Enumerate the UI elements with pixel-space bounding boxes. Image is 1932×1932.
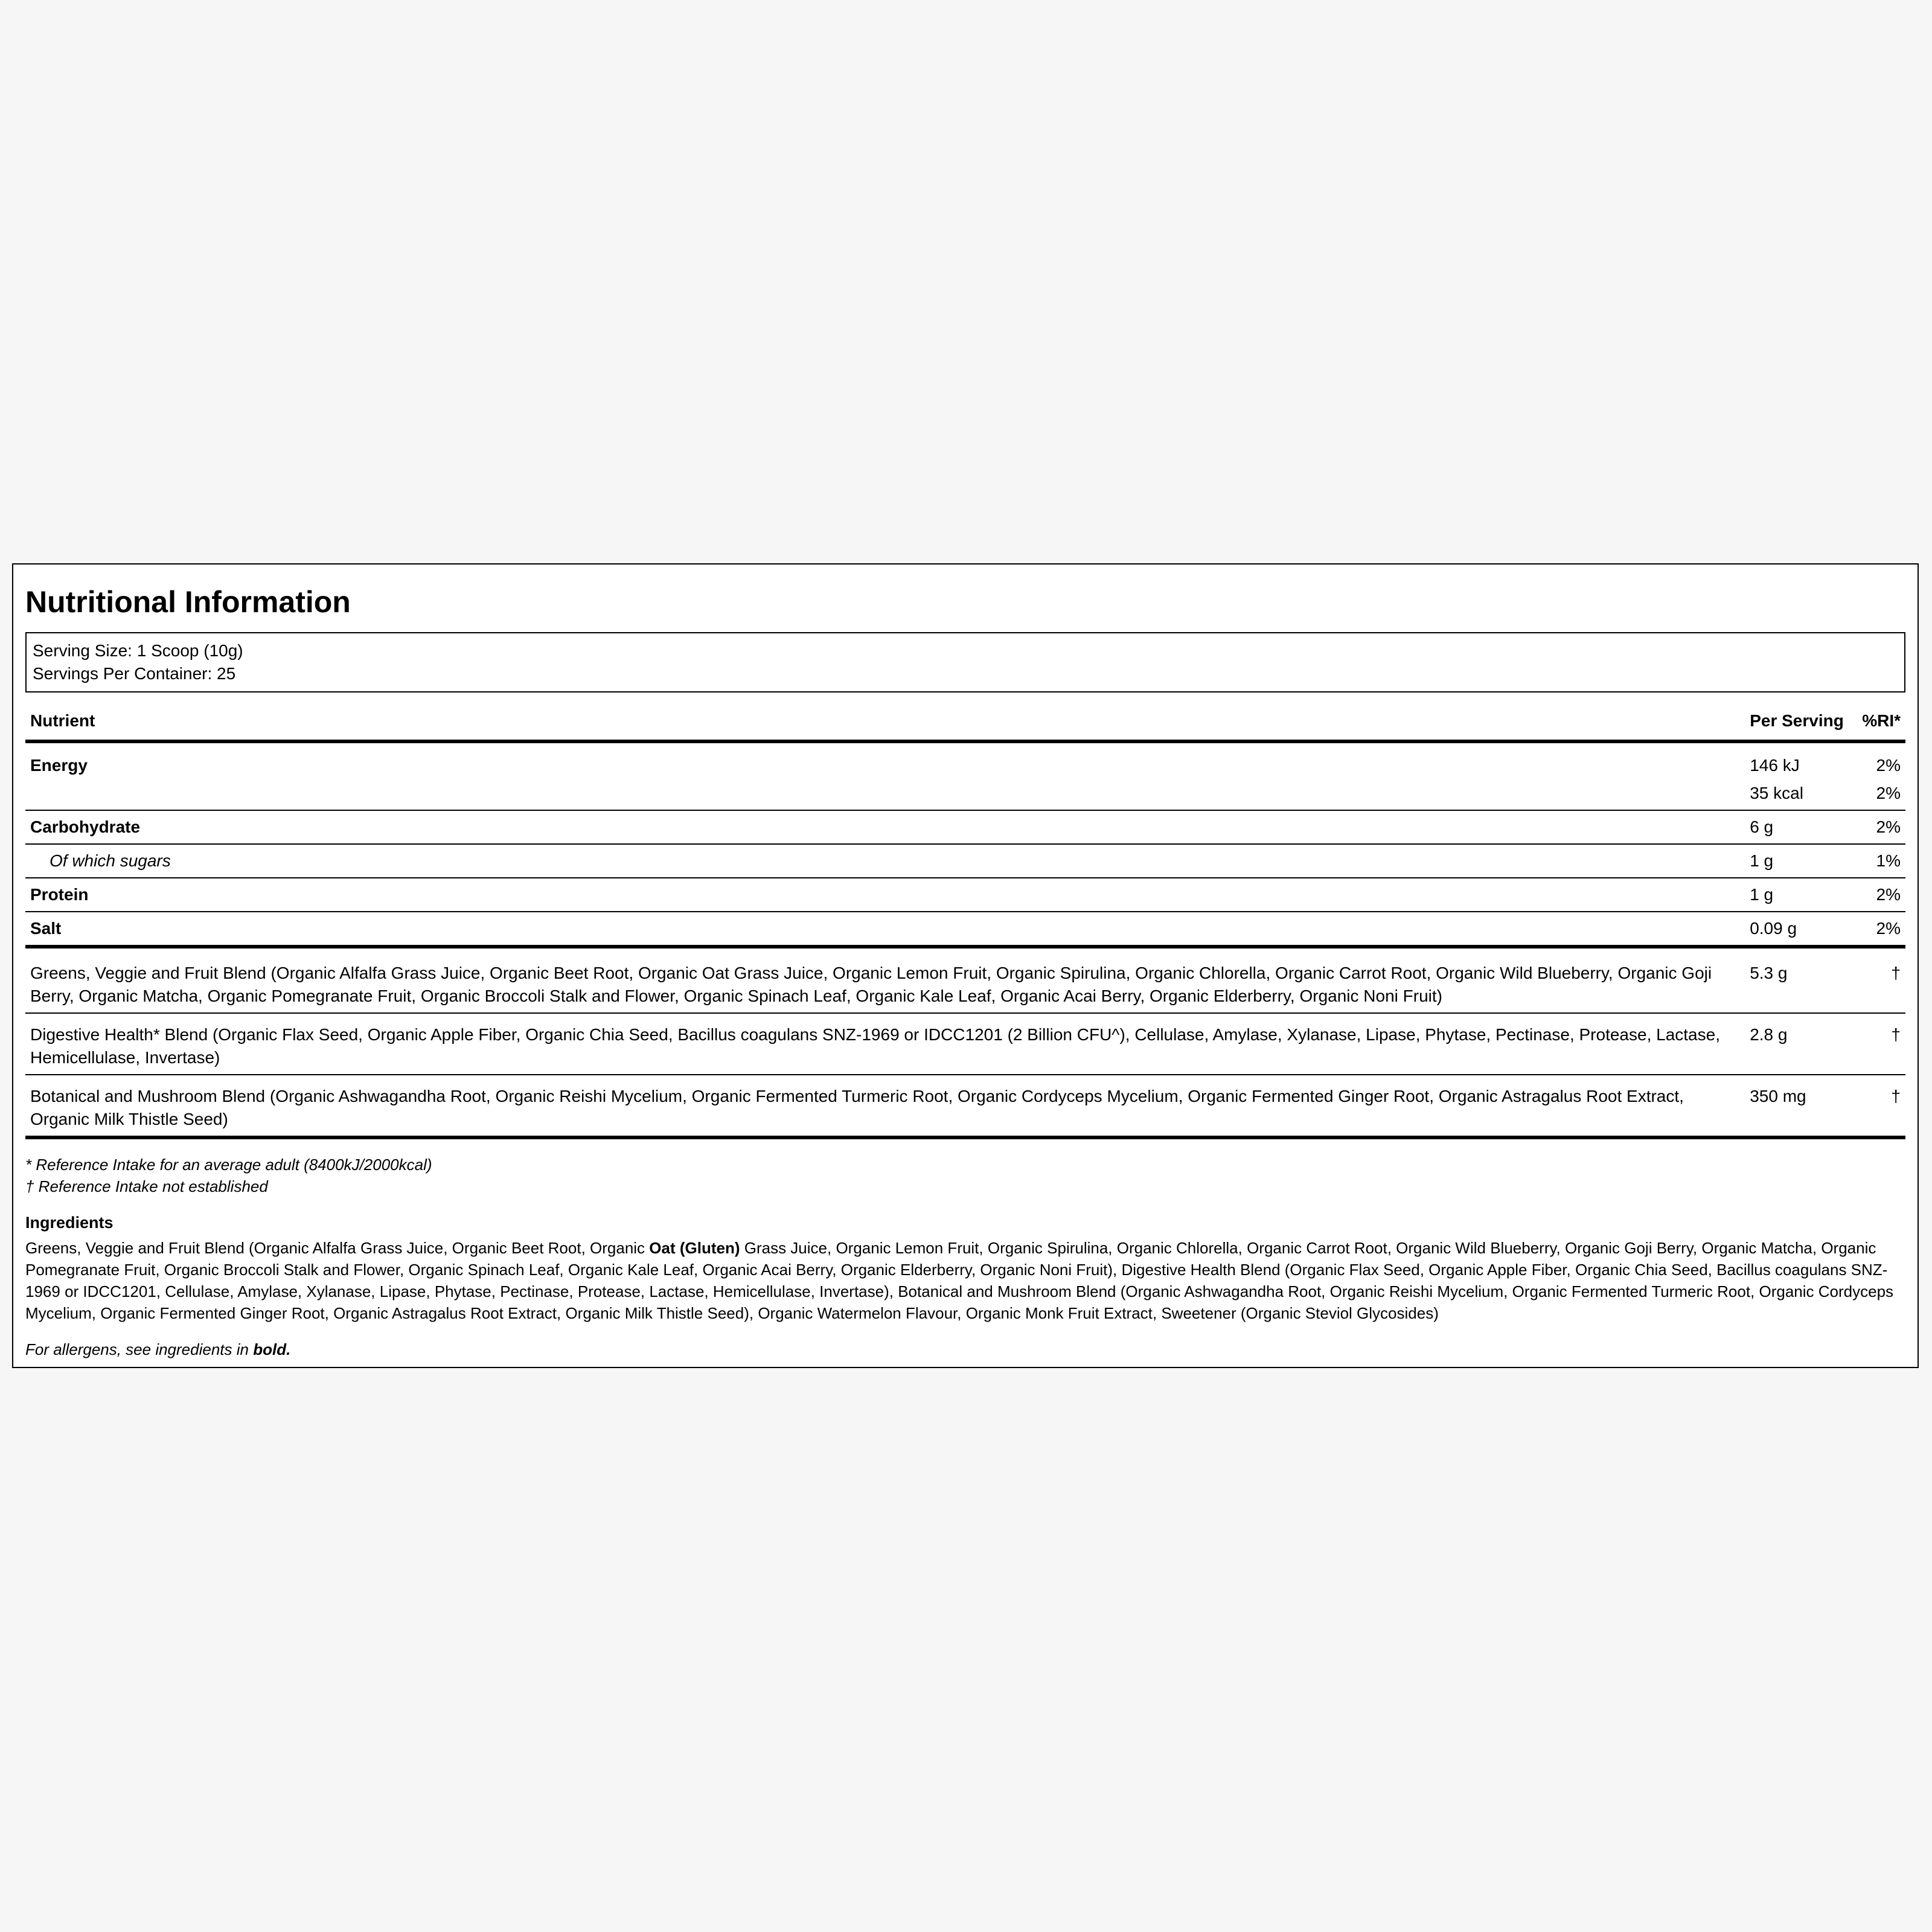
energy-kcal: 35 kcal <box>1750 784 1803 802</box>
header-ri: %RI* <box>1862 711 1901 730</box>
energy-row <box>25 741 1905 777</box>
footnote-ri: * Reference Intake for an average adult (8400kJ/2000kcal) <box>25 1156 432 1174</box>
energy-kcal-row <box>25 777 1905 810</box>
nutrition-panel <box>12 563 1919 1368</box>
header-per-serving: Per Serving <box>1750 711 1844 730</box>
salt-ri: 2% <box>1876 919 1901 938</box>
allergen-note-bold: bold. <box>253 1340 291 1358</box>
sugars-label: Of which sugars <box>50 851 171 870</box>
footnotes <box>25 1154 1905 1197</box>
salt-label: Salt <box>30 919 62 938</box>
blend-ri: † <box>1891 1087 1901 1105</box>
energy-kj: 146 kJ <box>1750 756 1800 775</box>
ingredients-text-part: Grass Juice, Organic Lemon Fruit, Organic Spirulina, Organic Chlorella, Organic Carrot Root, Organic Wild Blueberry, Organic Goji Berry, Organic Matcha, Organic Pomegranate Fruit, Organic Broccoli Stalk and Flower, Organic Spinach Leaf, Organic Kale Leaf, Organic Acai Berry, Organic Elderberry, Organic Noni Fruit), Digestive Health Blend (Organic Flax Seed, Organic Apple Fiber, Organic Chia Seed, Bacillus coagulans SNZ-1969 or IDCC1201, Cellulase, Amylase, Xylanase, Lipase, Phytase, Pectinase, Protease, Lactase, Hemicellulase, Invertase), Botanical and Mushroom Blend (Organic Ashwagandha Root, Organic Reishi Mycelium, Organic Fermented Turmeric Root, Organic Cordyceps Mycelium, Organic Fermented Ginger Root, Organic Astragalus Root Extract, Organic Milk Thistle Seed), Organic Watermelon Flavour, Organic Monk Fruit Extract, Sweetener (Organic Steviol Glycosides) <box>25 1239 1894 1322</box>
protein-label: Protein <box>30 885 89 904</box>
energy-kj-ri: 2% <box>1876 756 1901 775</box>
carbohydrate-label: Carbohydrate <box>30 817 141 836</box>
ingredients-text-part: Greens, Veggie and Fruit Blend (Organic Alfalfa Grass Juice, Organic Beet Root, Organic <box>25 1239 650 1257</box>
sugars-ri: 1% <box>1876 851 1901 870</box>
servings-per-container: Servings Per Container: 25 <box>33 664 236 683</box>
carbohydrate-amount: 6 g <box>1750 817 1774 836</box>
sugars-row <box>25 844 1905 878</box>
blend-amount: 5.3 g <box>1750 964 1788 982</box>
blend-ri: † <box>1891 1025 1901 1044</box>
blend-ri: † <box>1891 964 1901 982</box>
table-header-row <box>25 706 1905 741</box>
energy-label: Energy <box>30 756 88 775</box>
protein-ri: 2% <box>1876 885 1901 904</box>
blend-amount: 2.8 g <box>1750 1025 1788 1044</box>
salt-row <box>25 912 1905 947</box>
blend-name: Greens, Veggie and Fruit Blend (Organic Alfalfa Grass Juice, Organic Beet Root, Organic Oat Grass Juice, Organic Lemon Fruit, Organic Spirulina, Organic Chlorella, Organic Carrot Root, Organic Wild Blueberry, Organic Goji Berry, Organic Matcha, Organic Pomegranate Fruit, Organic Broccoli Stalk and Flower, Organic Spinach Leaf, Organic Kale Leaf, Organic Acai Berry, Organic Elderberry, Organic Noni Fruit) <box>30 964 1712 1005</box>
blend-row-botanical <box>25 1075 1905 1137</box>
protein-amount: 1 g <box>1750 885 1774 904</box>
allergen-note-text: For allergens, see ingredients in <box>25 1340 254 1358</box>
nutrition-table <box>25 706 1905 1139</box>
energy-kcal-ri: 2% <box>1876 784 1901 802</box>
ingredients-title: Ingredients <box>25 1214 114 1232</box>
serving-size: Serving Size: 1 Scoop (10g) <box>33 641 243 660</box>
serving-info-box <box>25 632 1905 693</box>
sugars-amount: 1 g <box>1750 851 1774 870</box>
ingredients-text <box>25 1237 1905 1324</box>
header-nutrient: Nutrient <box>30 711 95 730</box>
footnote-not-established: † Reference Intake not established <box>25 1177 268 1195</box>
protein-row <box>25 878 1905 912</box>
blend-amount: 350 mg <box>1750 1087 1806 1105</box>
panel-title: Nutritional Information <box>25 585 351 619</box>
blend-name: Digestive Health* Blend (Organic Flax Seed, Organic Apple Fiber, Organic Chia Seed, Bacillus coagulans SNZ-1969 or IDCC1201 (2 Billion CFU^), Cellulase, Amylase, Xylanase, Lipase, Phytase, Pectinase, Protease, Lactase, Hemicellulase, Invertase) <box>30 1025 1720 1067</box>
blend-row-digestive <box>25 1013 1905 1075</box>
carbohydrate-ri: 2% <box>1876 817 1901 836</box>
allergen-note <box>25 1339 1905 1360</box>
carbohydrate-row <box>25 810 1905 844</box>
blend-name: Botanical and Mushroom Blend (Organic Ashwagandha Root, Organic Reishi Mycelium, Organic Fermented Turmeric Root, Organic Cordyceps Mycelium, Organic Fermented Ginger Root, Organic Astragalus Root Extract, Organic Milk Thistle Seed) <box>30 1087 1684 1128</box>
allergen-highlight: Oat (Gluten) <box>649 1239 740 1257</box>
blend-row-greens <box>25 947 1905 1013</box>
salt-amount: 0.09 g <box>1750 919 1797 938</box>
